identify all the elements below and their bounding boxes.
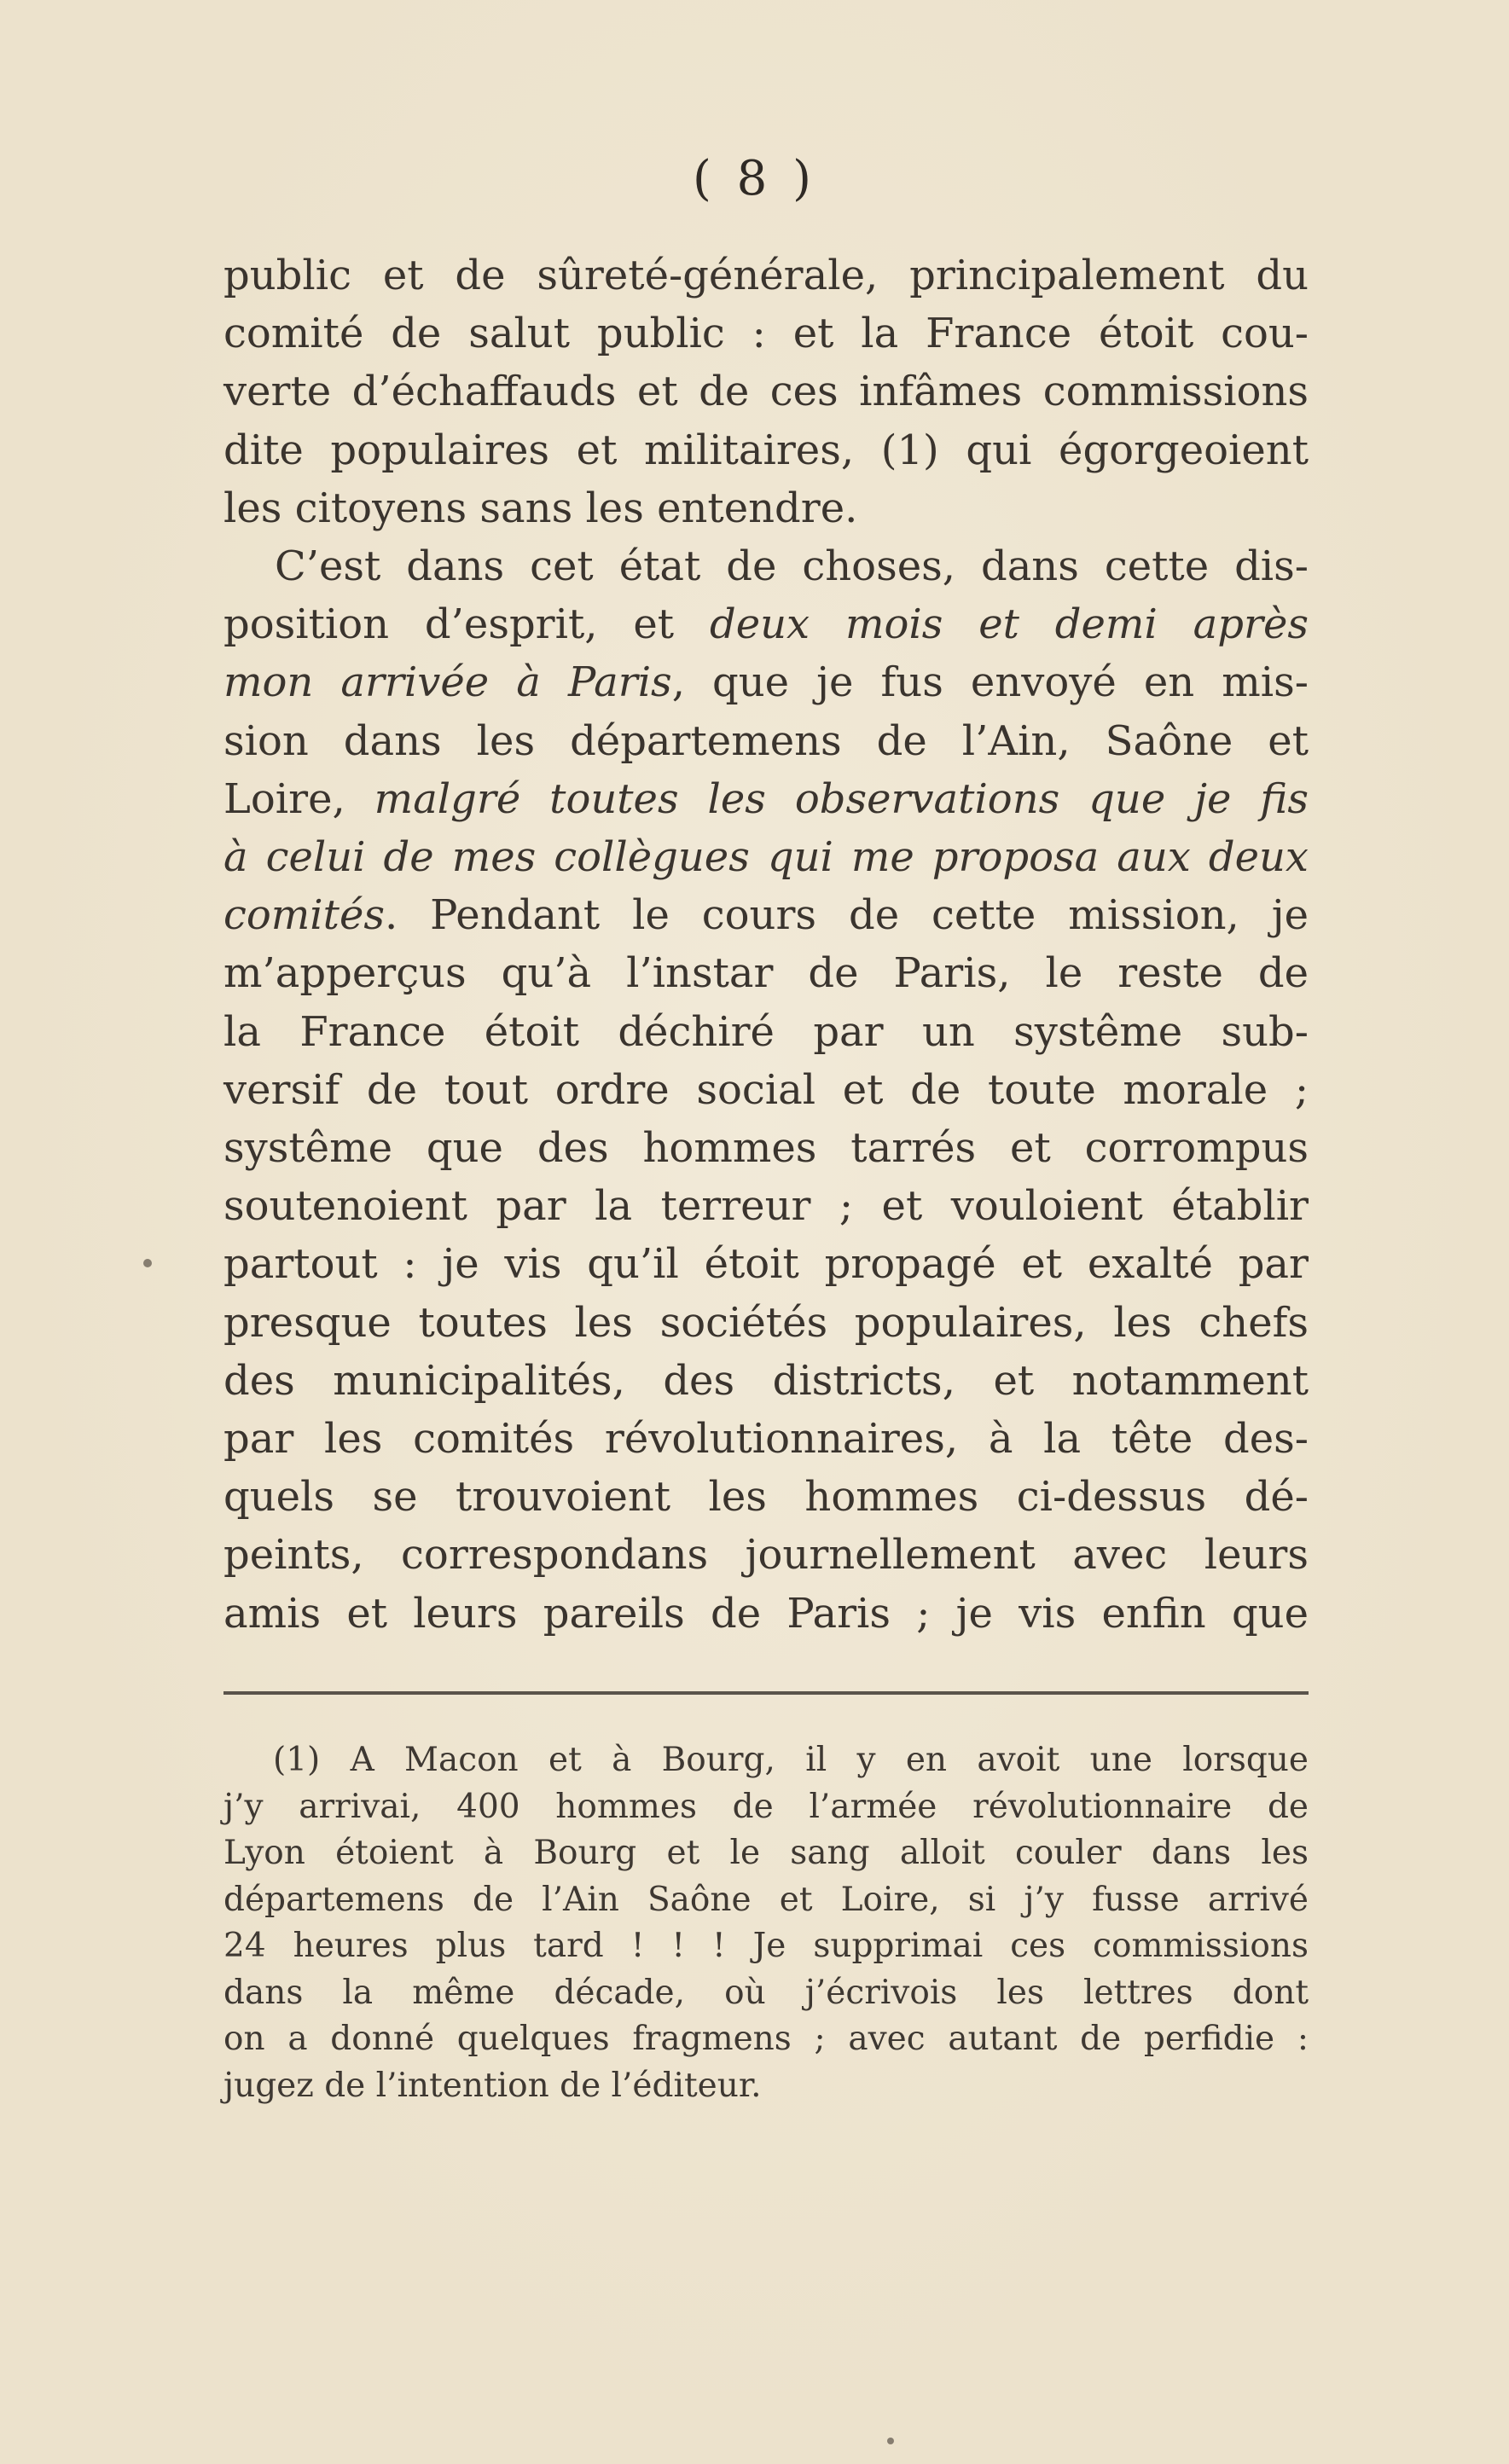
text-segment: position d’esprit, et [223,600,710,648]
body-line [223,1180,1309,1235]
page-number: ( 8 ) [693,151,816,206]
text-segment: partout : je vis qu’il étoit propagé et exalté par [223,1240,1309,1288]
body-line [223,832,1309,886]
text-segment: Loire, [223,775,374,823]
text-segment: systême que des hommes tarrés et corrompus [223,1124,1309,1172]
body-line [223,890,1309,944]
text-segment: verte d’échaffauds et de ces infâmes commissions [223,368,1309,415]
text-segment: m’apperçus qu’à l’instar de Paris, le reste de [223,949,1309,997]
text-segment: presque toutes les sociétés populaires, les chefs [223,1299,1309,1347]
footnote-line: j’y arrivai, 400 hommes de l’armée révolutionnaire de [223,1788,1309,1826]
body-line [223,366,1309,420]
italic-segment: à celui de mes collègues qui me proposa aux deux [223,833,1309,881]
text-segment: sion dans les départemens de l’Ain, Saône et [223,717,1309,765]
body-line [223,599,1309,653]
footnote-separator-rule [223,1691,1309,1695]
text-segment: la France étoit déchiré par un systême sub- [223,1008,1309,1056]
body-line [275,541,1309,595]
footnote-line: 24 heures plus tard ! ! ! Je supprimai ces commissions [223,1927,1309,1965]
text-segment: amis et leurs pareils de Paris ; je vis enfin que [223,1590,1309,1638]
footnote-line: on a donné quelques fragmens ; avec autant de perfidie : [223,2020,1309,2058]
footnote-line: Lyon étoient à Bourg et le sang alloit couler dans les [223,1834,1309,1872]
footnote-line: jugez de l’intention de l’éditeur. [223,2067,762,2105]
text-segment: C’est dans cet état de choses, dans cette dis- [275,542,1309,590]
text-segment: versif de tout ordre social et de toute morale ; [223,1066,1309,1114]
body-line [223,1006,1309,1061]
body-line [223,425,1309,479]
body-line [223,774,1309,828]
body-line [223,716,1309,770]
body-line [223,948,1309,1002]
italic-segment: mon arrivée à Paris [223,658,672,706]
text-segment: par les comités révolutionnaires, à la tête des- [223,1415,1309,1463]
italic-segment: deux mois et demi après [709,600,1309,648]
footnote-line: (1) A Macon et à Bourg, il y en avoit une lorsque [273,1741,1309,1779]
italic-segment: comités [223,891,385,939]
text-segment: des municipalités, des districts, et notamment [223,1357,1309,1405]
body-line [223,657,1309,711]
body-line [223,308,1309,362]
text-segment: les citoyens sans les entendre. [223,484,858,532]
body-line [223,1471,1309,1526]
body-line [223,1297,1309,1352]
text-segment: . Pendant le cours de cette mission, je [384,891,1309,939]
body-line [223,1529,1309,1584]
body-line [223,483,1309,537]
body-line [223,1355,1309,1410]
body-line [223,1413,1309,1468]
footnote-line: départemens de l’Ain Saône et Loire, si j’y fusse arrivé [223,1881,1309,1919]
italic-segment: malgré toutes les observations que je fis [374,775,1309,823]
body-line [223,1122,1309,1177]
body-line [223,1238,1309,1293]
text-segment: , que je fus envoyé en mis- [671,658,1309,706]
body-line [223,250,1309,304]
text-segment: public et de sûreté-générale, principalement du [223,252,1309,299]
text-segment: comité de salut public : et la France étoit cou- [223,310,1309,357]
body-line [223,1588,1309,1643]
text-segment: soutenoient par la terreur ; et vouloient établir [223,1182,1309,1230]
text-segment: quels se trouvoient les hommes ci-dessus dé- [223,1473,1309,1521]
text-segment: dite populaires et militaires, (1) qui égorgeoient [223,426,1309,474]
text-segment: peints, correspondans journellement avec leurs [223,1531,1309,1579]
body-line [223,1064,1309,1119]
footnote-line: dans la même décade, où j’écrivois les lettres dont [223,1974,1309,2012]
